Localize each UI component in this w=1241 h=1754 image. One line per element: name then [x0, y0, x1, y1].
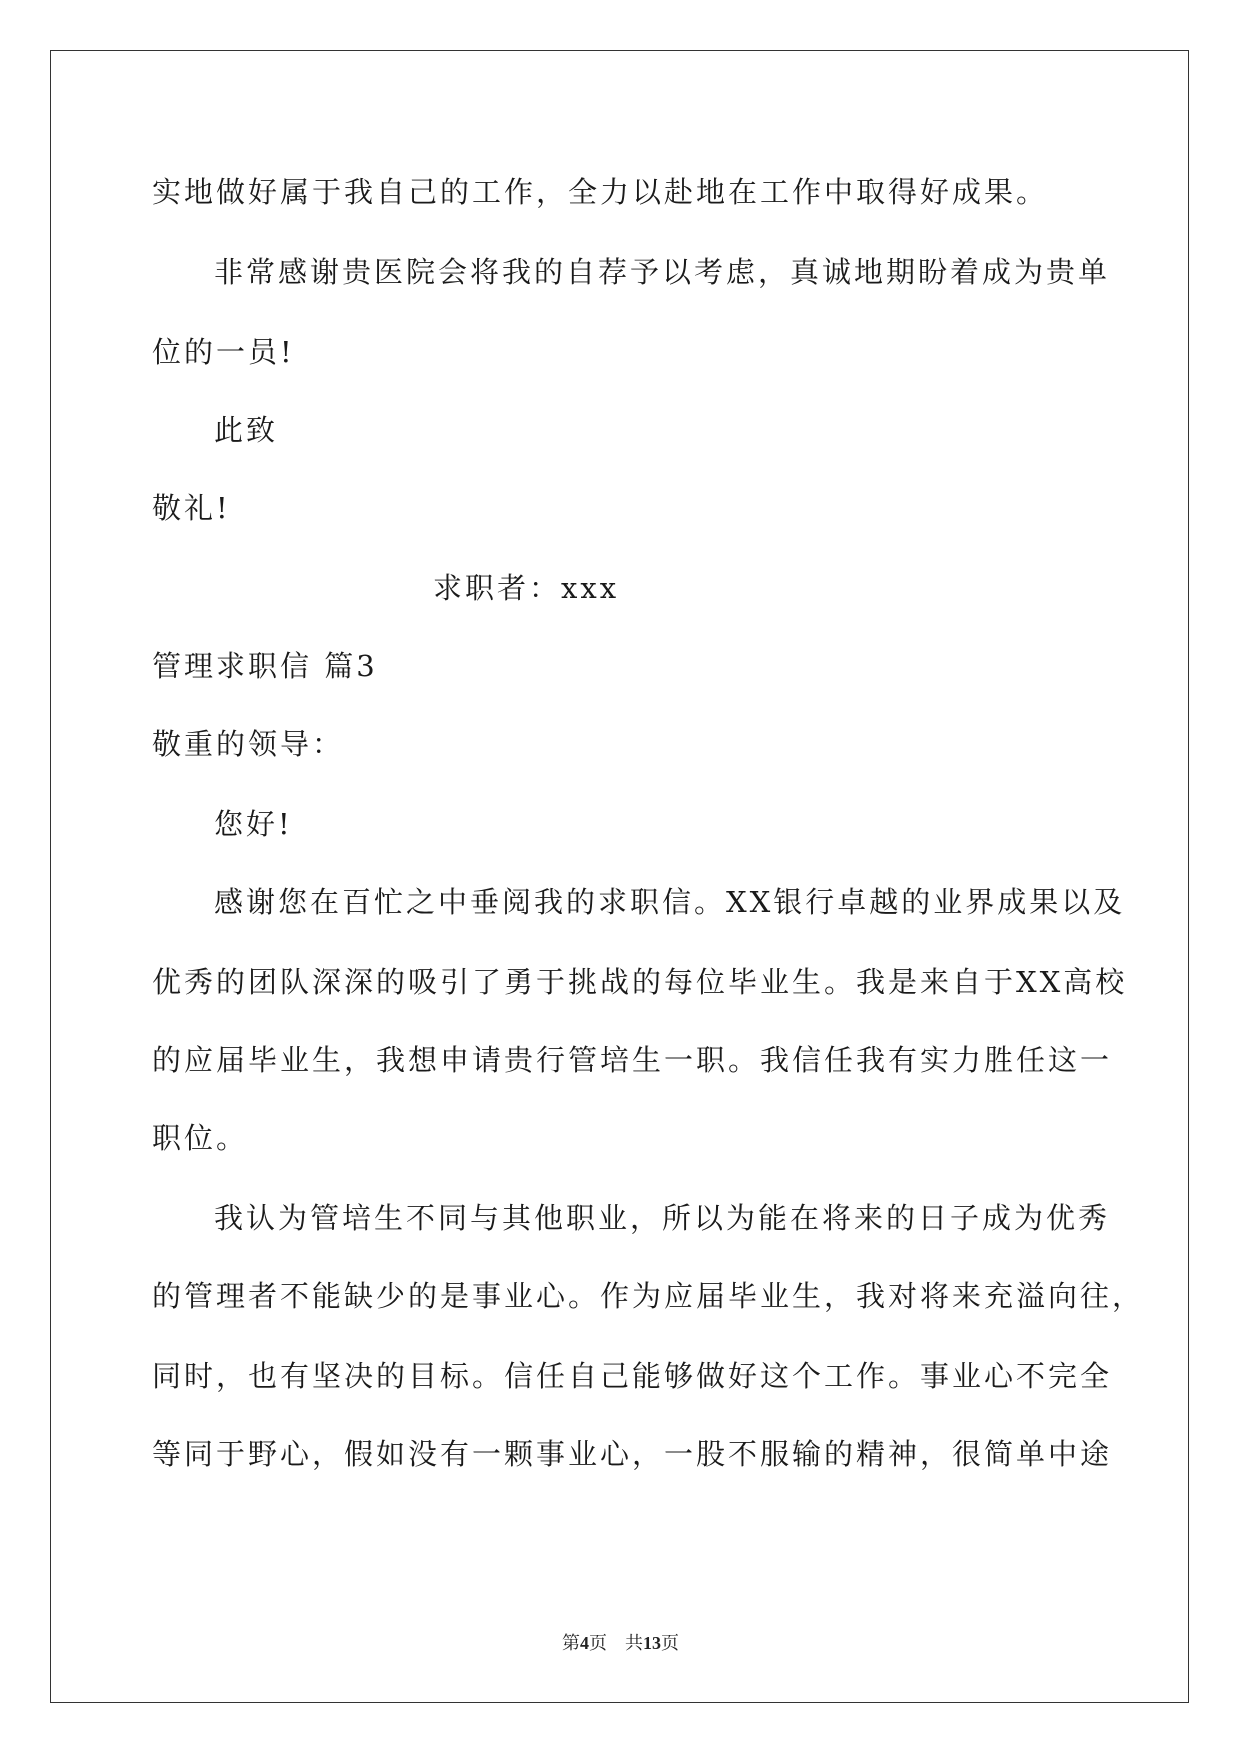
current-page-number: 4	[580, 1633, 589, 1653]
body-line: 我认为管培生不同与其他职业，所以为能在将来的日子成为优秀	[214, 1201, 1111, 1235]
body-line: 感谢您在百忙之中垂阅我的求职信。XX银行卓越的业界成果以及	[214, 885, 1126, 919]
page-footer	[0, 1631, 1241, 1655]
signature-line: 求职者：xxx	[433, 571, 620, 605]
section-heading: 管理求职信 篇3	[152, 649, 378, 683]
closing-salute: 敬礼!	[152, 491, 231, 525]
body-line: 的管理者不能缺少的是事业心。作为应届毕业生，我对将来充溢向往，	[152, 1279, 1145, 1313]
closing-phrase: 此致	[214, 413, 279, 447]
body-line: 同时，也有坚决的目标。信任自己能够做好这个工作。事业心不完全	[152, 1359, 1113, 1393]
body-line: 实地做好属于我自己的工作，全力以赴地在工作中取得好成果。	[152, 175, 1049, 209]
total-page-count: 13	[643, 1633, 661, 1653]
body-line: 职位。	[152, 1121, 249, 1155]
salutation: 敬重的领导：	[152, 727, 345, 761]
body-line: 非常感谢贵医院会将我的自荐予以考虑，真诚地期盼着成为贵单	[214, 255, 1111, 289]
footer-suffix: 页	[661, 1633, 679, 1653]
body-line: 的应届毕业生，我想申请贵行管培生一职。我信任我有实力胜任这一	[152, 1043, 1113, 1077]
body-line: 等同于野心，假如没有一颗事业心，一股不服输的精神，很简单中途	[152, 1437, 1113, 1471]
greeting: 您好!	[214, 807, 293, 841]
body-line: 位的一员!	[152, 335, 295, 369]
footer-mid: 页 共	[589, 1633, 643, 1653]
footer-prefix: 第	[562, 1633, 580, 1653]
body-line: 优秀的团队深深的吸引了勇于挑战的每位毕业生。我是来自于XX高校	[152, 965, 1128, 999]
